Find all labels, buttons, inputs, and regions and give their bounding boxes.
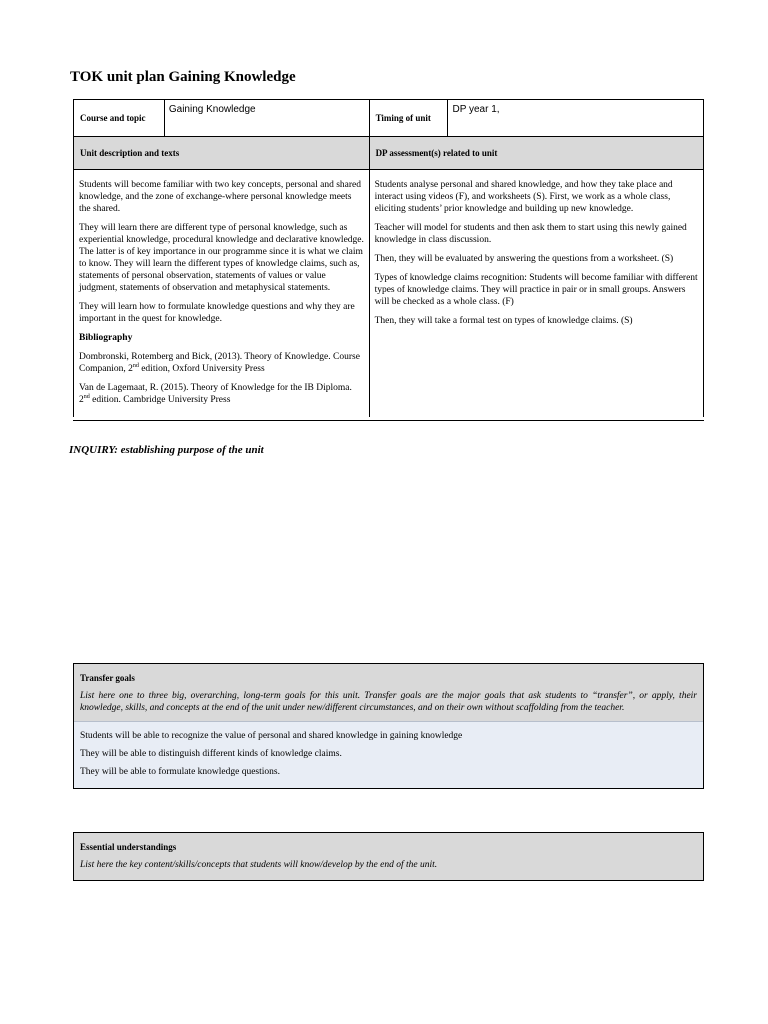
description-paragraph: Students will become familiar with two key concepts, personal and shared knowledge, and the zone of exchange-where personal knowledge meets the shared. [79, 180, 362, 214]
essential-understandings-description: List here the key content/skills/concepts that students will know/develop by the end of the unit. [80, 860, 438, 870]
assessment-paragraph: Then, they will be evaluated by answering the questions from a worksheet. (S) [374, 254, 674, 264]
assessment-cell [369, 170, 703, 418]
course-label: Course and topic [74, 100, 165, 137]
table-bottom-rule [73, 420, 704, 421]
transfer-goals-box [73, 663, 704, 789]
assessment-paragraph: Students analyse personal and shared knowledge, and how they take place and interact using videos (F), and worksheets (S). First, we work as a whole class, eliciting students’ prior knowledge and building up new knowledge. [374, 180, 673, 214]
essential-understandings-box [73, 832, 704, 881]
assessment-paragraph: Teacher will model for students and then ask them to start using this newly gained knowledge in class discussion. [374, 223, 687, 245]
description-paragraph: They will learn there are different type of personal knowledge, such as experiential knowledge, procedural knowledge and declarative knowledge. The latter is of key importance in our programme since it is what we claim to know. They will learn the different types of knowledge claims, such as, statements of personal observation, statements of values or value judgment, statements of observation and metaphysical statements. [79, 223, 364, 293]
timing-label: Timing of unit [369, 100, 448, 137]
transfer-goals-body [74, 721, 703, 788]
transfer-goal-item: They will be able to distinguish different kinds of knowledge claims. [80, 749, 342, 759]
description-paragraph: They will learn how to formulate knowledge questions and why they are important in the quest for knowledge. [79, 302, 355, 324]
timing-value: DP year 1, [448, 100, 704, 137]
assessment-label: DP assessment(s) related to unit [369, 137, 703, 170]
page-title: TOK unit plan Gaining Knowledge [70, 69, 296, 85]
bibliography-entry: Van de Lagemaat, R. (2015). Theory of Knowledge for the IB Diploma. 2nd edition. Cambridge University Press [79, 383, 352, 405]
assessment-paragraph: Types of knowledge claims recognition: Students will become familiar with different types of knowledge claims. They will practice in pair or in small groups. Answers will be checked as a whole class. (F) [374, 273, 698, 307]
transfer-goals-title: Transfer goals [80, 673, 135, 683]
inquiry-heading: INQUIRY: establishing purpose of the unit [69, 444, 264, 456]
transfer-goals-description: List here one to three big, overarching, long-term goals for this unit. Transfer goals are the major goals that ask students to “transfer”, or apply, their knowledge, skills, and concepts at the end of the unit under new/different circumstances, and on their own without scaffolding from the teacher. [80, 691, 697, 713]
assessment-paragraph: Then, they will take a formal test on types of knowledge claims. (S) [374, 316, 633, 326]
transfer-goal-item: They will be able to formulate knowledge questions. [80, 767, 280, 777]
description-label: Unit description and texts [74, 137, 370, 170]
course-value: Gaining Knowledge [164, 100, 369, 137]
bibliography-heading: Bibliography [79, 333, 133, 343]
essential-understandings-title: Essential understandings [80, 842, 177, 852]
essential-understandings-header [74, 833, 703, 880]
unit-description-cell [74, 170, 370, 418]
transfer-goal-item: Students will be able to recognize the value of personal and shared knowledge in gaining knowledge [80, 731, 463, 741]
unit-overview-table [73, 99, 704, 417]
bibliography-entry: Dombronski, Rotemberg and Bick, (2013). Theory of Knowledge. Course Companion, 2nd edition, Oxford University Press [79, 352, 360, 374]
transfer-goals-header [74, 664, 703, 721]
